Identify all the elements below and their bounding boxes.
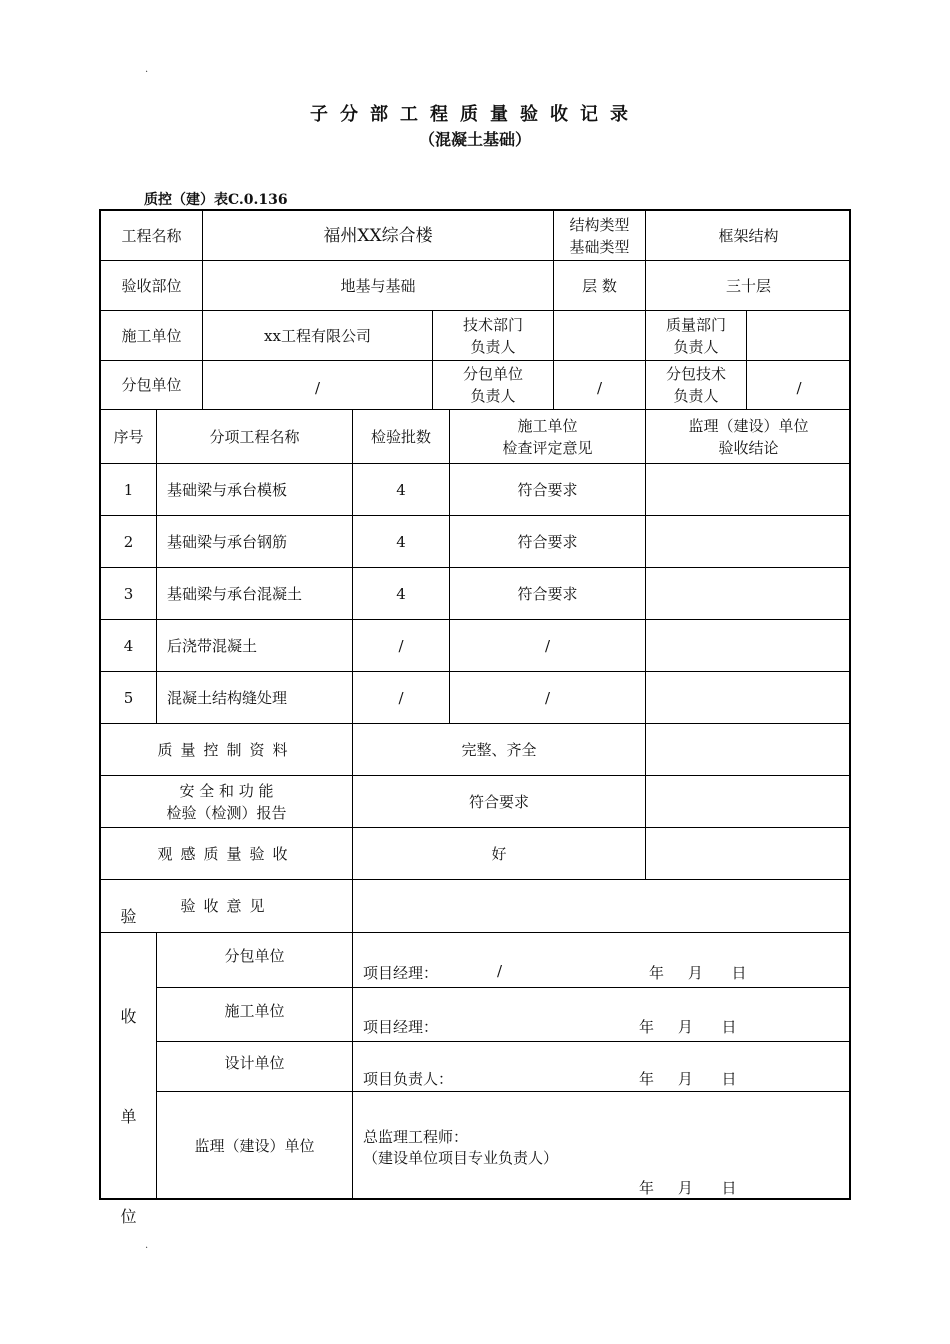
row-opinion: /	[450, 672, 646, 724]
sub-head-value: /	[554, 361, 646, 410]
table-row	[101, 568, 851, 620]
row-no: 1	[101, 464, 157, 516]
row-batches: 4	[353, 464, 450, 516]
row-conclusion	[646, 620, 851, 672]
row-batches: 4	[353, 568, 450, 620]
units-char: 位	[120, 1206, 137, 1226]
sign-value-sub: /	[497, 962, 503, 980]
project-name-value: 福州XX综合楼	[203, 211, 554, 261]
table-row	[101, 620, 851, 672]
header-contractor-opinion: 施工单位 检查评定意见	[450, 410, 646, 464]
sub-head-label: 分包单位 负责人	[433, 361, 554, 410]
sign-unit-sub: 分包单位	[157, 933, 353, 988]
sign-role-supervisor: 总监理工程师：	[363, 1128, 469, 1146]
row-conclusion	[646, 464, 851, 516]
tech-dept-value	[554, 311, 646, 361]
contractor-label: 施工单位	[101, 311, 203, 361]
row-batches: /	[353, 620, 450, 672]
sub-contractor-label: 分包单位	[101, 361, 203, 410]
row-conclusion	[646, 672, 851, 724]
row-conclusion	[646, 568, 851, 620]
row-name: 基础梁与承台钢筋	[157, 516, 353, 568]
summary-value-safety: 符合要求	[353, 776, 646, 828]
sign-date-supervisor: 年 月 日	[639, 1179, 737, 1197]
sub-contractor-value: /	[203, 361, 433, 410]
row-name: 混凝土结构缝处理	[157, 672, 353, 724]
summary-label-quality-docs: 质量控制资料	[101, 724, 353, 776]
summary-value-appearance: 好	[353, 828, 646, 880]
row-no: 2	[101, 516, 157, 568]
summary-value-quality-docs: 完整、齐全	[353, 724, 646, 776]
sign-date-design: 年 月 日	[639, 1070, 737, 1088]
row-batches: /	[353, 672, 450, 724]
floors-label: 层 数	[554, 261, 646, 311]
project-name-label: 工程名称	[101, 211, 203, 261]
summary-conclusion-appearance	[646, 828, 851, 880]
acceptance-units-label	[101, 906, 157, 1226]
row-opinion: /	[450, 620, 646, 672]
units-char: 收	[120, 1006, 137, 1026]
sign-role2-supervisor: （建设单位项目专业负责人）	[363, 1149, 559, 1167]
acceptance-part-label: 验收部位	[101, 261, 203, 311]
row-opinion: 符合要求	[450, 516, 646, 568]
sign-date-contractor: 年 月 日	[639, 1018, 737, 1036]
structure-type-label: 结构类型 基础类型	[554, 211, 646, 261]
quality-dept-label: 质量部门 负责人	[646, 311, 747, 361]
row-batches: 4	[353, 516, 450, 568]
units-char: 验	[120, 906, 137, 926]
units-char: 单	[120, 1106, 137, 1126]
page-subtitle: （混凝土基础）	[418, 130, 531, 149]
row-name: 后浇带混凝土	[157, 620, 353, 672]
page-marker: .	[145, 1240, 149, 1251]
sign-unit-design: 设计单位	[157, 1042, 353, 1092]
sub-tech-value: /	[747, 361, 851, 410]
page-marker: .	[145, 64, 149, 75]
acceptance-record-table	[99, 209, 851, 1226]
acceptance-opinion-value	[353, 880, 851, 933]
row-opinion: 符合要求	[450, 464, 646, 516]
quality-dept-value	[747, 311, 851, 361]
summary-conclusion-safety	[646, 776, 851, 828]
header-supervisor-conclusion: 监理（建设）单位 验收结论	[646, 410, 851, 464]
sign-role-contractor: 项目经理：	[363, 1018, 439, 1036]
floors-value: 三十层	[646, 261, 851, 311]
summary-label-safety: 安 全 和 功 能 检验（检测）报告	[101, 776, 353, 828]
row-name: 基础梁与承台混凝土	[157, 568, 353, 620]
form-code: 质控（建）表C.0.136	[144, 192, 288, 208]
row-name: 基础梁与承台模板	[157, 464, 353, 516]
table-row	[101, 464, 851, 516]
header-name: 分项工程名称	[157, 410, 353, 464]
header-no: 序号	[101, 410, 157, 464]
row-conclusion	[646, 516, 851, 568]
contractor-value: xx工程有限公司	[203, 311, 433, 361]
acceptance-part-value: 地基与基础	[203, 261, 554, 311]
sub-tech-label: 分包技术 负责人	[646, 361, 747, 410]
sign-role-design: 项目负责人：	[363, 1070, 454, 1088]
summary-conclusion-quality-docs	[646, 724, 851, 776]
row-no: 3	[101, 568, 157, 620]
table-row	[101, 672, 851, 724]
acceptance-opinion-label: 验收意见	[101, 880, 353, 933]
table-row	[101, 516, 851, 568]
row-opinion: 符合要求	[450, 568, 646, 620]
sign-role-sub: 项目经理：	[363, 964, 439, 982]
header-batches: 检验批数	[353, 410, 450, 464]
sign-unit-supervisor: 监理（建设）单位	[157, 1092, 353, 1200]
tech-dept-label: 技术部门 负责人	[433, 311, 554, 361]
page-title: 子分部工程质量验收记录	[310, 104, 640, 125]
row-no: 4	[101, 620, 157, 672]
sign-unit-contractor: 施工单位	[157, 988, 353, 1042]
structure-type-value: 框架结构	[646, 211, 851, 261]
summary-label-appearance: 观感质量验收	[101, 828, 353, 880]
row-no: 5	[101, 672, 157, 724]
sign-date-sub: 年 月 日	[649, 964, 747, 982]
